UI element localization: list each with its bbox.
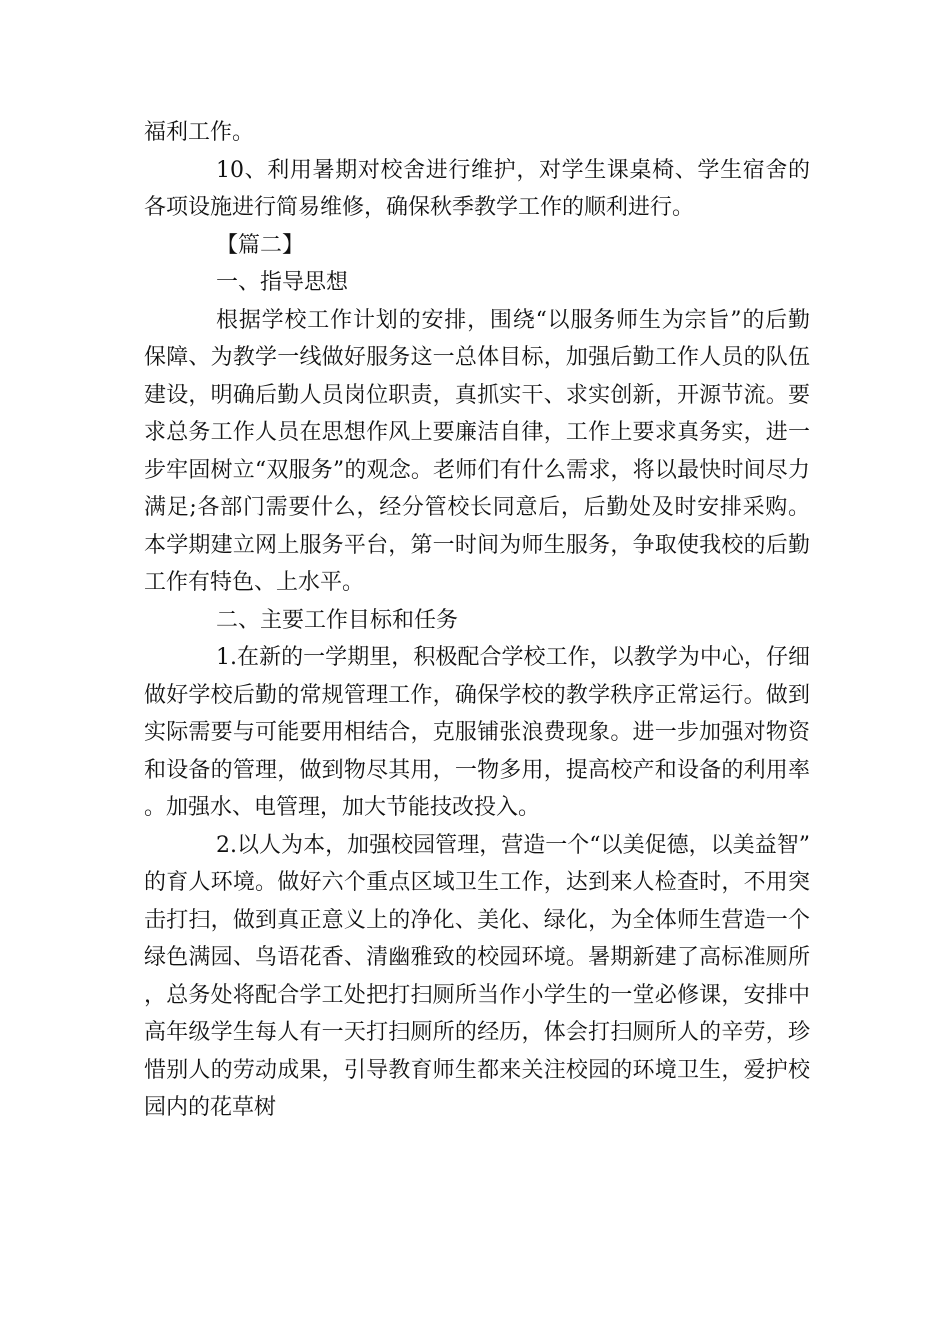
section-heading-part-two: 【篇二】: [216, 232, 305, 258]
heading-main-goals: 二、主要工作目标和任务: [216, 607, 459, 633]
paragraph-guiding-ideology: 根据学校工作计划的安排，围绕“以服务师生为宗旨”的后勤保障、为教学一线做好服务这一总体目标，加强后勤工作人员的队伍建设，明确后勤人员岗位职责，真抓实干、求实创新，开源节流。要求总务工作人员在思想作风上要廉洁自律，工作上要求真务实，进一步牢固树立“双服务”的观念。老师们有什么需求，将以最快时间尽力满足;各部门需要什么，经分管校长同意后，后勤处及时安排采购。本学期建立网上服务平台，第一时间为师生服务，争取使我校的后勤工作有特色、上水平。: [144, 307, 810, 595]
paragraph-goal-1: 1.在新的一学期里，积极配合学校工作，以教学为中心，仔细做好学校后勤的常规管理工作，确保学校的教学秩序正常运行。做到实际需要与可能要用相结合，克服铺张浪费现象。进一步加强对物资和设备的管理，做到物尽其用，一物多用，提高校产和设备的利用率。加强水、电管理，加大节能技改投入。: [144, 645, 810, 820]
paragraph-goal-2: 2.以人为本，加强校园管理，营造一个“以美促德，以美益智”的育人环境。做好六个重点区域卫生工作，达到来人检查时，不用突击打扫，做到真正意义上的净化、美化、绿化，为全体师生营造一个绿色满园、鸟语花香、清幽雅致的校园环境。暑期新建了高标准厕所，总务处将配合学工处把打扫厕所当作小学生的一堂必修课，安排中高年级学生每人有一天打扫厕所的经历，体会打扫厕所人的辛劳，珍惜别人的劳动成果，引导教育师生都来关注校园的环境卫生，爱护校园内的花草树: [144, 832, 810, 1120]
paragraph-item-10: 10、利用暑期对校舍进行维护，对学生课桌椅、学生宿舍的各项设施进行简易维修，确保秋季教学工作的顺利进行。: [144, 157, 810, 220]
document-body: [144, 114, 810, 1127]
paragraph-continuation: 福利工作。: [144, 120, 255, 145]
heading-guiding-ideology: 一、指导思想: [216, 270, 349, 295]
